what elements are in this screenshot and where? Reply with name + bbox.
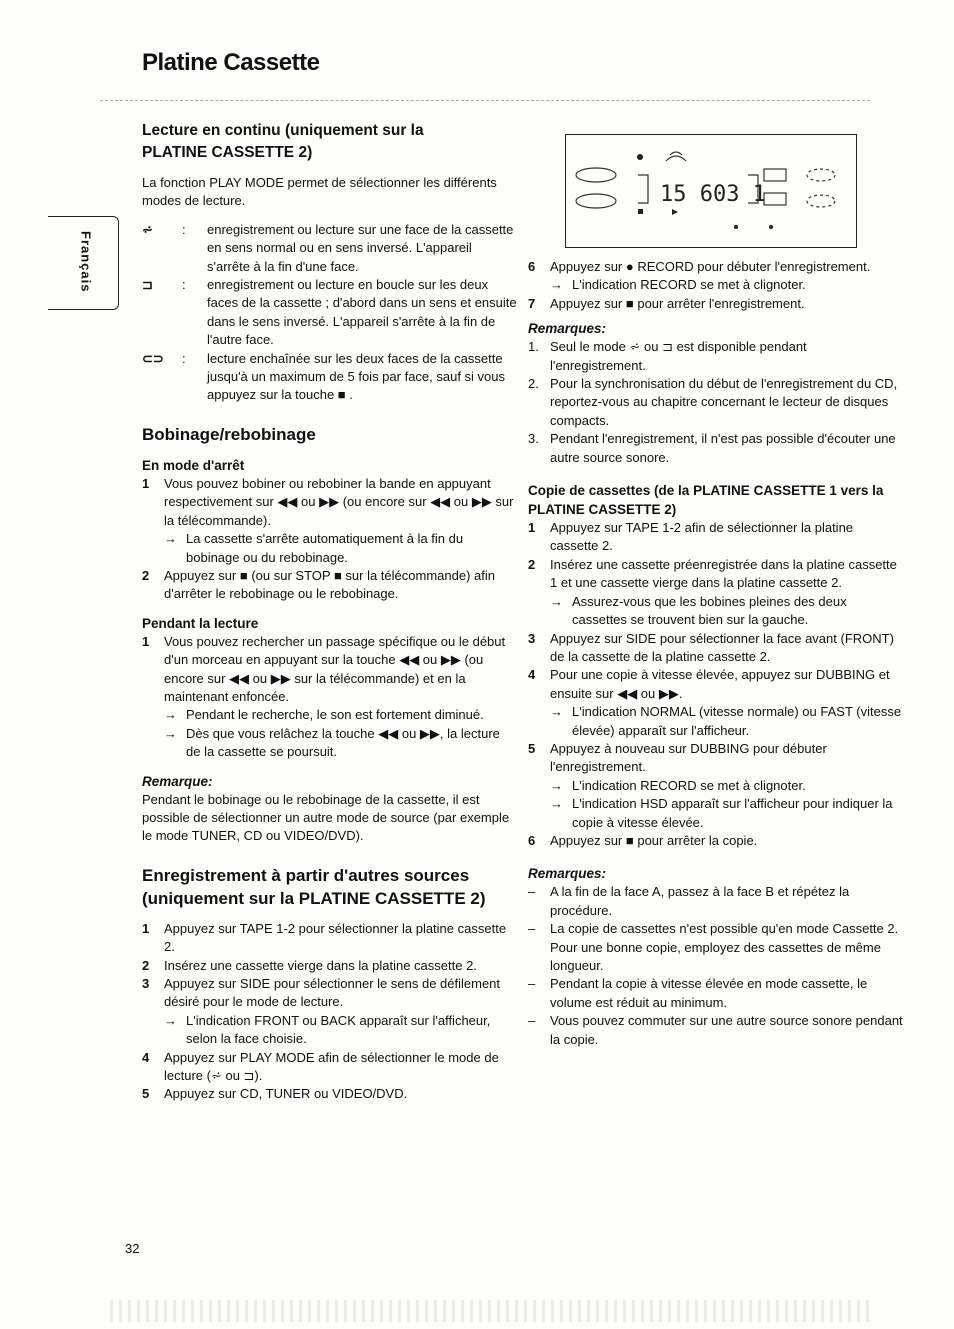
notes-title: Remarques:: [528, 321, 607, 337]
list-arrow: → L'indication RECORD se met à clignoter.: [550, 777, 806, 793]
continuous-mode-icon: ⊂⊃: [142, 350, 164, 366]
note-item: – Vous pouvez commuter sur une autre source sonore pendant la copie.: [528, 1013, 903, 1047]
mode-item: ⩫ : enregistrement ou lecture sur une face de la cassette en sens normal ou en sens inversé. L'appareil s'arrête à la fin d'une face.: [142, 221, 517, 276]
intro-text: La fonction PLAY MODE permet de sélectionner les différents modes de lecture.: [142, 175, 497, 209]
list-item: 6 Appuyez sur ● RECORD pour débuter l'enregistrement.: [528, 259, 871, 274]
display-panel-icon: [566, 135, 856, 247]
list-item: 3 Appuyez sur SIDE pour sélectionner la face avant (FRONT) de la cassette de la platine cassette 2.: [528, 630, 894, 664]
section-title-recording: Enregistrement à partir d'autres sources (uniquement sur la PLATINE CASSETTE 2): [142, 865, 486, 908]
page-title: Platine Cassette: [142, 49, 320, 76]
list-arrow: → Dès que vous relâchez la touche ◀◀ ou ▶▶, la lecture de la cassette se poursuit.: [164, 725, 500, 760]
list-item: 6 Appuyez sur ■ pour arrêter la copie.: [528, 832, 758, 848]
mode-item: ⊐ : enregistrement ou lecture en boucle sur les deux faces de la cassette ; d'abord dans un sens et ensuite dans le sens inversé. L'appareil s'arrête à la fin de l'autre face.: [142, 276, 517, 350]
section-title-continuous-play: Lecture en continu (uniquement sur la PLATINE CASSETTE 2): [142, 122, 424, 161]
display-digits: 15 603 1: [660, 182, 766, 207]
note-text: Pendant le bobinage ou le rebobinage de la cassette, il est possible de sélectionner un autre mode de source (par exemple le mode TUNER, CD ou VIDEO/DVD).: [142, 791, 510, 844]
note-item: 1. Seul le mode ⩫ ou ⊐ est disponible pendant l'enregistrement.: [528, 339, 807, 373]
list-arrow: → L'indication RECORD se met à clignoter.: [550, 277, 806, 293]
list-arrow: → L'indication FRONT ou BACK apparaît sur l'afficheur, selon la face choisie.: [164, 1012, 491, 1047]
list-item: 3 Appuyez sur SIDE pour sélectionner le sens de défilement désiré pour le mode de lecture.: [142, 976, 501, 1010]
list-item: 4 Pour une copie à vitesse élevée, appuyez sur DUBBING et ensuite sur ◀◀ ou ▶▶.: [528, 667, 890, 701]
list-item: 5 Appuyez sur CD, TUNER ou VIDEO/DVD.: [142, 1086, 408, 1102]
note-item: 2. Pour la synchronisation du début de l'enregistrement du CD, reportez-vous au chapitre concernant le lecteur de disques compacts.: [528, 376, 898, 428]
list-arrow: → Pendant le recherche, le son est fortement diminué.: [164, 707, 484, 723]
header-divider: [100, 100, 870, 101]
list-item: 5 Appuyez à nouveau sur DUBBING pour débuter l'enregistrement.: [528, 740, 827, 775]
list-arrow: → L'indication NORMAL (vitesse normale) ou FAST (vitesse élevée) apparaît sur l'afficheur.: [550, 704, 902, 738]
scan-artifact: [110, 1300, 870, 1322]
list-item: 2 Insérez une cassette vierge dans la platine cassette 2.: [142, 957, 477, 973]
right-column: [528, 258, 903, 1049]
list-item: 2 Insérez une cassette préenregistrée dans la platine cassette 1 et une cassette vierge dans la platine cassette 2.: [528, 556, 897, 591]
list-item: 1 Appuyez sur TAPE 1-2 afin de sélectionner la platine cassette 2.: [528, 520, 854, 554]
subsection-stop-mode: En mode d'arrêt: [142, 457, 245, 473]
note-item: – Pendant la copie à vitesse élevée en mode cassette, le volume est réduit au minimum.: [528, 976, 868, 1010]
left-column: [142, 120, 517, 1104]
list-item: 1 Vous pouvez rechercher un passage spécifique ou le début d'un morceau en appuyant sur la touche ◀◀ ou ▶▶ (ou encore sur ◀◀ ou ▶▶ sur la télécommande) et en la maintenant enfoncée.: [142, 633, 506, 704]
section-title-copy: Copie de cassettes (de la PLATINE CASSETTE 1 vers la PLATINE CASSETTE 2): [528, 483, 884, 518]
section-title-winding: Bobinage/rebobinage: [142, 424, 316, 444]
loop-mode-icon: ⊐: [142, 277, 153, 293]
language-tab-label: Français: [78, 231, 94, 293]
page-number: 32: [125, 1241, 140, 1256]
list-item: 2 Appuyez sur ■ (ou sur STOP ■ sur la télécommande) afin d'arrêter le rebobinage ou le rebobinage.: [142, 567, 495, 602]
list-arrow: → La cassette s'arrête automatiquement à la fin du bobinage ou du rebobinage.: [164, 531, 464, 565]
list-item: 4 Appuyez sur PLAY MODE afin de sélectionner le mode de lecture (⩫ ou ⊐).: [142, 1049, 499, 1084]
note-item: 3. Pendant l'enregistrement, il n'est pas possible d'écouter une autre source sonore.: [528, 431, 896, 465]
mode-item: ⊂⊃ : lecture enchaînée sur les deux faces de la cassette jusqu'à un maximum de 5 fois par face, sauf si vous appuyez sur la touche ■ .: [142, 350, 517, 405]
list-arrow: → L'indication HSD apparaît sur l'afficheur pour indiquer la copie à vitesse élevée.: [550, 796, 893, 830]
one-side-mode-icon: ⩫: [142, 221, 153, 237]
list-item: 1 Appuyez sur TAPE 1-2 pour sélectionner la platine cassette 2.: [142, 920, 507, 955]
display-illustration: [565, 134, 857, 248]
note-title: Remarque:: [142, 773, 213, 789]
subsection-during-play: Pendant la lecture: [142, 615, 259, 631]
list-arrow: → Assurez-vous que les bobines pleines des deux cassettes se trouvent bien sur la gauche.: [550, 593, 847, 628]
list-item: 7 Appuyez sur ■ pour arrêter l'enregistrement.: [528, 295, 805, 311]
language-tab: [48, 216, 119, 310]
note-item: – La copie de cassettes n'est possible qu'en mode Cassette 2. Pour une bonne copie, employez des cassettes de même longueur.: [528, 921, 899, 973]
note-item: – A la fin de la face A, passez à la face B et répétez la procédure.: [528, 884, 850, 918]
list-item: 1 Vous pouvez bobiner ou rebobiner la bande en appuyant respectivement sur ◀◀ ou ▶▶ (ou encore sur ◀◀ ou ▶▶ sur la télécommande).: [142, 475, 514, 528]
notes-title: Remarques:: [528, 866, 607, 882]
